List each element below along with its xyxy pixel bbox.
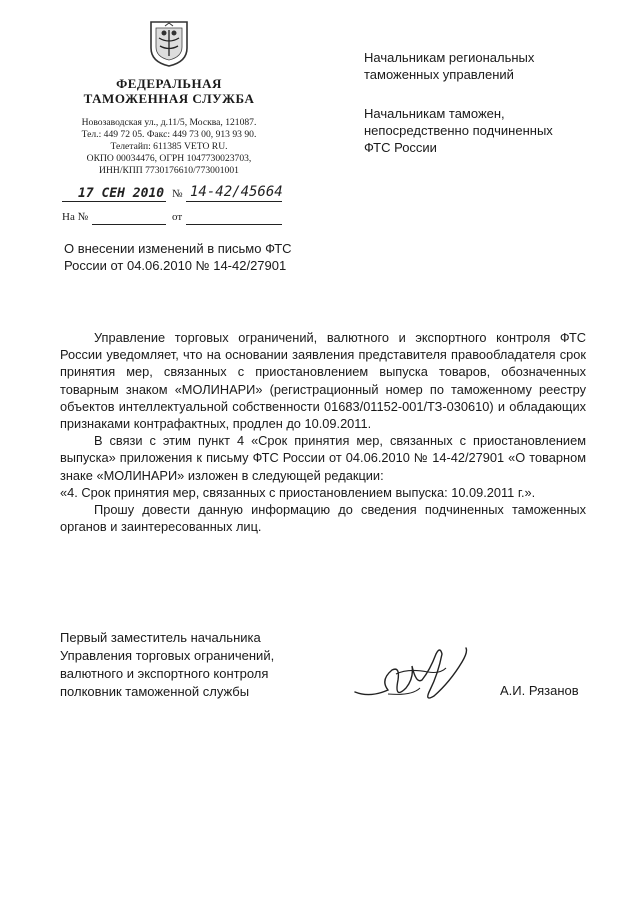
subject-line1: О внесении изменений в письмо ФТС [64,241,292,256]
handwritten-signature [350,640,480,720]
org-inn-kpp: ИНН/КПП 7730176610/773001001 [99,165,239,176]
addressee-1-line2: таможенных управлений [364,67,514,82]
addressee-1-line1: Начальникам региональных [364,50,535,65]
addressee-2-line1: Начальникам таможен, [364,106,505,121]
org-name-line2: ТАМОЖЕННАЯ СЛУЖБА [83,91,255,106]
org-teletype: Телетайп: 611385 VETO RU. [110,141,228,152]
number-line [186,201,282,202]
org-name-line1: ФЕДЕРАЛЬНАЯ [116,76,222,91]
ref-number-line [92,224,166,225]
body-paragraph-4: Прошу довести данную информацию до сведения подчиненных таможенных органов и заинтересованных лиц. [60,502,586,535]
body-paragraph-2: В связи с этим пункт 4 «Срок принятия мер, связанных с приостановлением выпуска» приложения к письму ФТС России от 04.06.2010 № 14-42/27901 «О товарном знаке «МОЛИНАРИ» изложен в следующей редакции: [60,433,586,483]
body-paragraph-3: «4. Срок принятия мер, связанных с приостановлением выпуска: 10.09.2011 г.». [60,484,536,500]
ref-from-label: от [172,211,183,223]
signer-title-line4: полковник таможенной службы [60,684,250,699]
ref-from-line [186,224,282,225]
subject-line2: России от 04.06.2010 № 14-42/27901 [64,258,287,273]
registration-date: 17 СЕН 2010 [78,186,165,201]
addressee-2-line3: ФТС России [364,140,437,155]
signer-title-line3: валютного и экспортного контроля [60,666,269,681]
org-phone: Тел.: 449 72 05. Факс: 449 73 00, 913 93 90. [81,129,257,140]
russian-coat-of-arms-emblem [147,18,191,68]
date-line [62,201,166,202]
org-okpo-ogrn: ОКПО 00034476, ОГРН 1047730023703, [86,153,252,164]
addressee-2-line2: непосредственно подчиненных [364,123,553,138]
letter-body [60,329,586,535]
signer-title-line1: Первый заместитель начальника [60,630,261,645]
org-address: Новозаводская ул., д.11/5, Москва, 121087. [81,117,257,128]
signer-name: А.И. Рязанов [500,683,579,698]
registration-number: 14-42/45664 [190,184,283,200]
body-paragraph-1: Управление торговых ограничений, валютного и экспортного контроля ФТС России уведомляет, что на основании заявления представителя правообладателя срок принятия мер, связанных с приостановлением выпуска товаров, обозначенных товарным знаком «МОЛИНАРИ» (регистрационный номер по таможенному реестру объектов интеллектуальной собственности 01683/01152-001/ТЗ-030610) и обладающих признаками контрафактных, продлен до 10.09.2011. [60,330,586,432]
number-label: № [172,188,183,200]
signer-title-line2: Управления торговых ограничений, [60,648,275,663]
ref-number-label: На № [62,211,89,223]
